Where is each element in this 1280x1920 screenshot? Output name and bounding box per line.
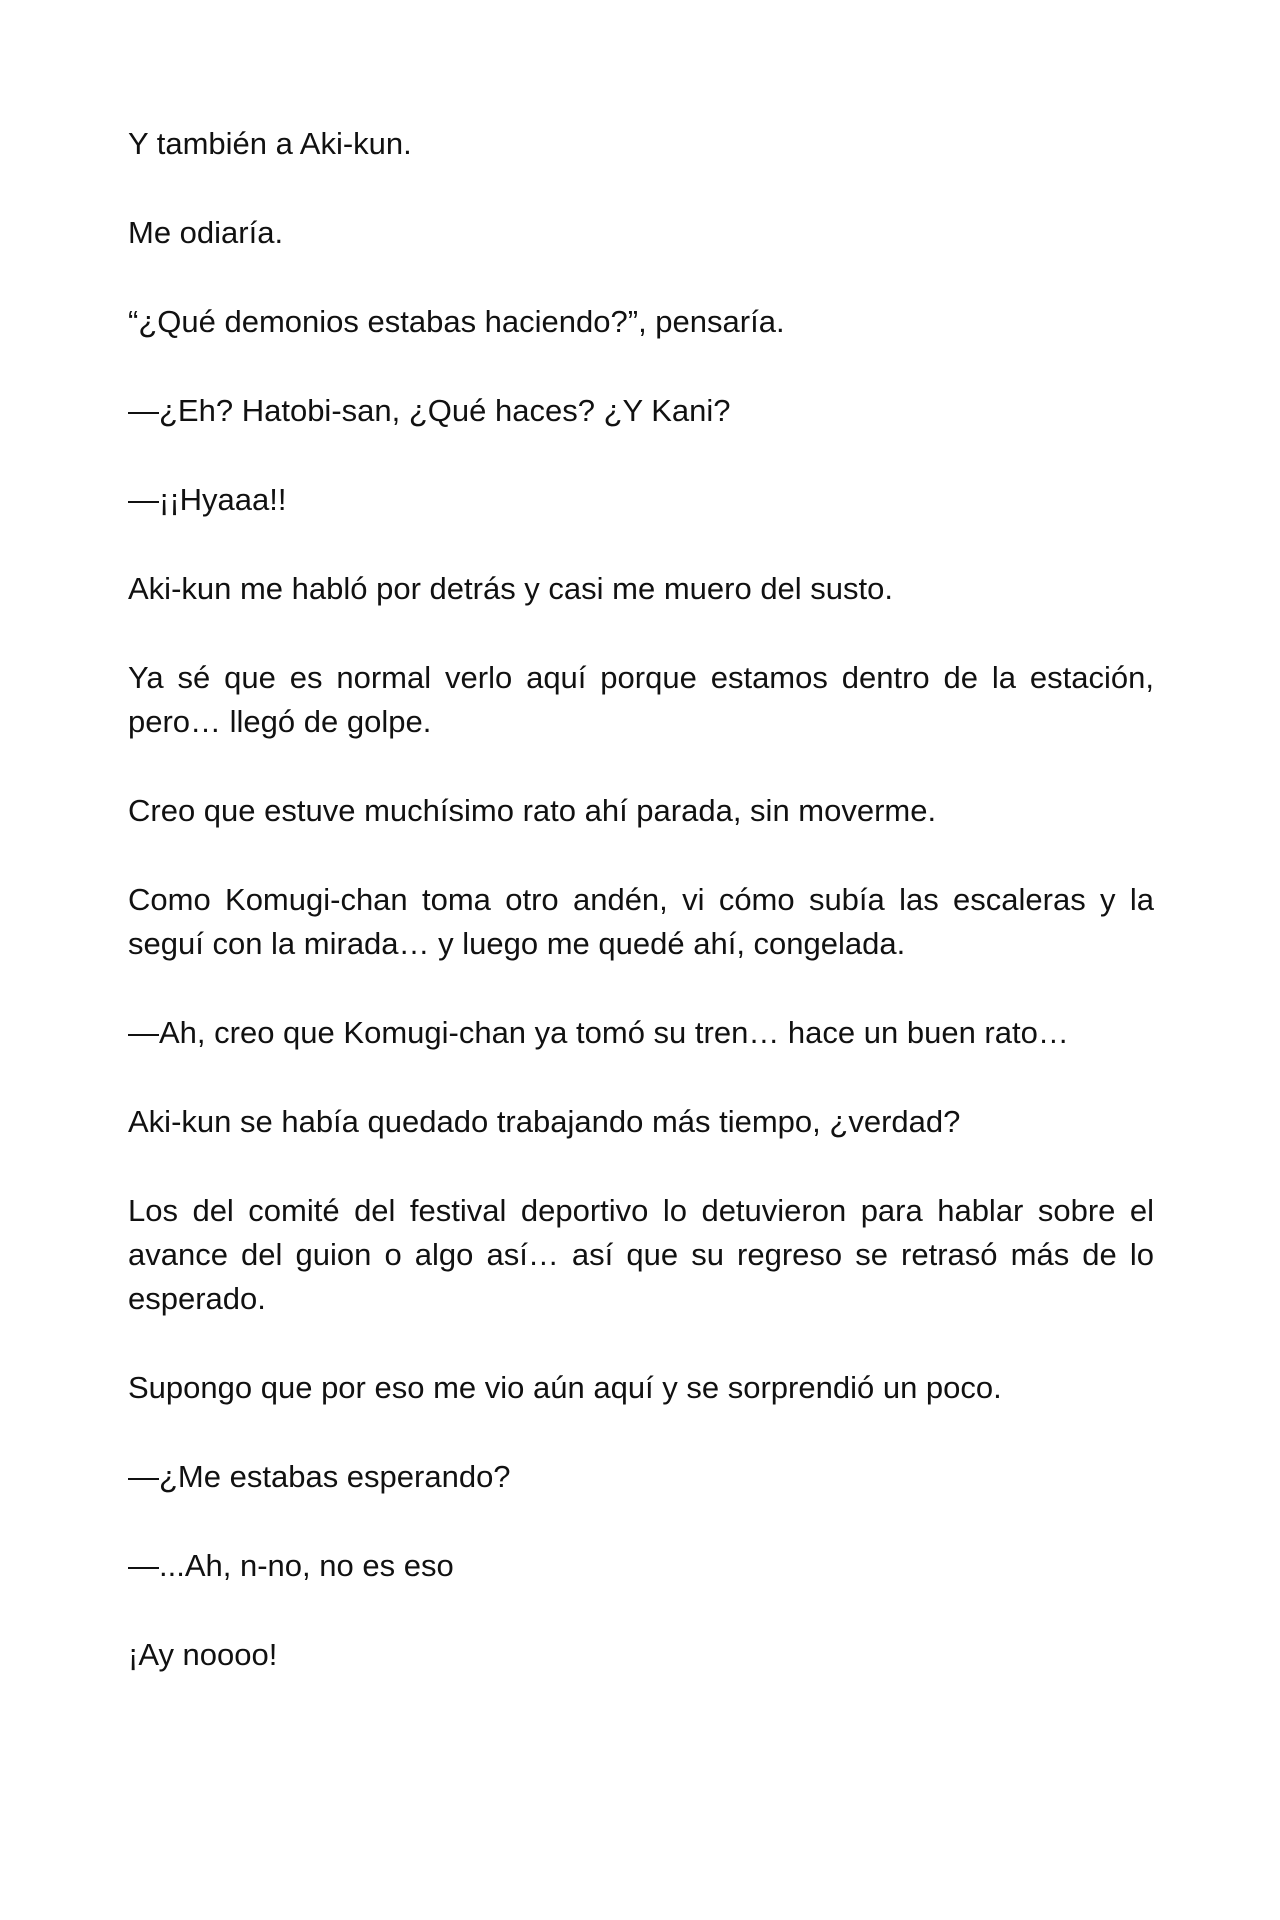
paragraph: Creo que estuve muchísimo rato ahí parada, sin moverme.	[128, 793, 937, 828]
paragraph: Y también a Aki-kun.	[128, 126, 412, 161]
paragraph: Los del comité del festival deportivo lo detuvieron para hablar sobre el avance del guion o algo así… así que su regreso se retrasó más de lo esperado.	[128, 1193, 1154, 1316]
paragraph: —Ah, creo que Komugi-chan ya tomó su tren… hace un buen rato…	[128, 1015, 1069, 1050]
paragraph: Aki-kun me habló por detrás y casi me muero del susto.	[128, 571, 894, 606]
paragraph: “¿Qué demonios estabas haciendo?”, pensaría.	[128, 304, 785, 339]
paragraph: —¿Eh? Hatobi-san, ¿Qué haces? ¿Y Kani?	[128, 393, 731, 428]
paragraph: Me odiaría.	[128, 215, 284, 250]
paragraph: —...Ah, n-no, no es eso	[128, 1548, 454, 1583]
paragraph: Ya sé que es normal verlo aquí porque estamos dentro de la estación, pero… llegó de golpe.	[128, 660, 1154, 739]
paragraph: Como Komugi-chan toma otro andén, vi cómo subía las escaleras y la seguí con la mirada… y luego me quedé ahí, congelada.	[128, 882, 1154, 961]
paragraph: —¡¡Hyaaa!!	[128, 482, 287, 517]
paragraph: —¿Me estabas esperando?	[128, 1459, 511, 1494]
paragraph: ¡Ay noooo!	[128, 1637, 278, 1672]
document-page	[128, 122, 1154, 1722]
paragraph: Supongo que por eso me vio aún aquí y se sorprendió un poco.	[128, 1370, 1002, 1405]
paragraph: Aki-kun se había quedado trabajando más tiempo, ¿verdad?	[128, 1104, 961, 1139]
